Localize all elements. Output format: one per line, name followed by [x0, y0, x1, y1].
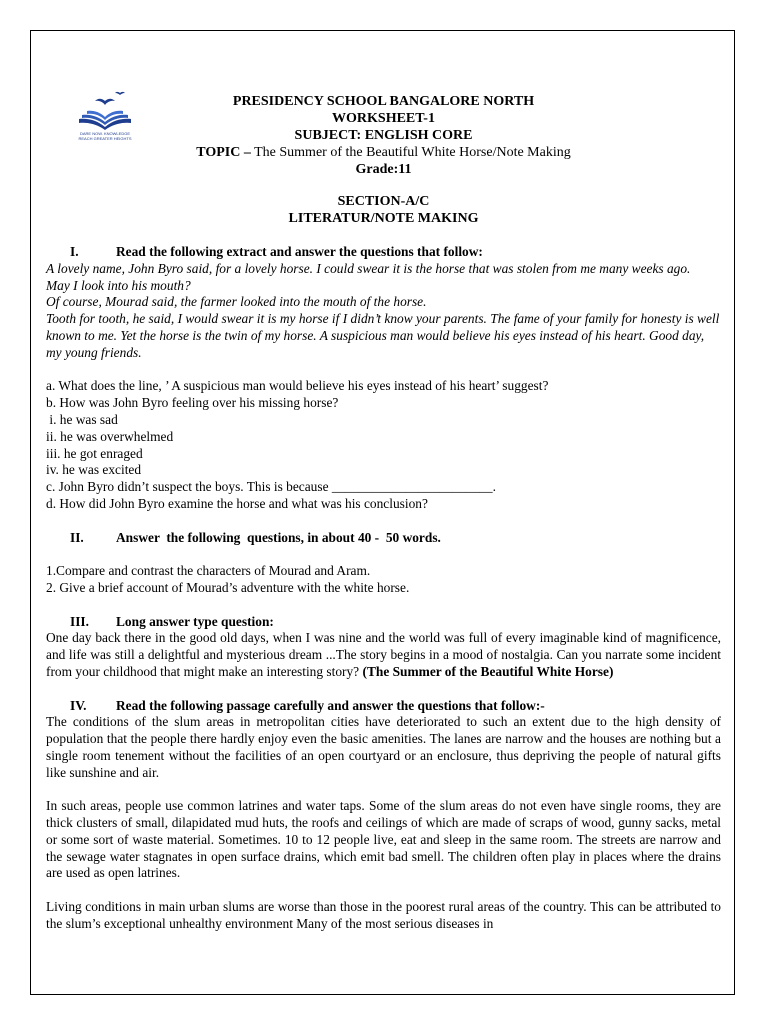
extract-line: Of course, Mourad said, the farmer looked into the mouth of the horse.: [46, 294, 427, 310]
worksheet-page: [30, 30, 735, 995]
question-2-item: 1.Compare and contrast the characters of Mourad and Aram.: [46, 563, 371, 579]
question-3-heading: [46, 614, 721, 631]
question-3-text: [46, 630, 721, 680]
worksheet-number: WORKSHEET-1: [332, 111, 435, 126]
option-item: i. he was sad: [46, 411, 118, 427]
topic-text: The Summer of the Beautiful White Horse/Note Making: [250, 145, 571, 160]
logo-caption-line-2: REACH GREATER HEIGHTS: [78, 136, 132, 141]
question-3-number: III.: [70, 613, 89, 629]
subject-line: SUBJECT: ENGLISH CORE: [294, 128, 473, 143]
passage-paragraph: Living conditions in main urban slums are worse than those in the poorest rural areas of the country. This can be attributed to the slum’s exceptional unhealthy environment Many of the most serious diseases in: [46, 899, 721, 931]
passage-paragraph: In such areas, people use common latrines and water taps. Some of the slum areas do not even have single rooms, they are thick clusters of small, dilapidated mud huts, the roofs and ceilings of which are made of scraps of wood, gunny sacks, metal or some sort of waste material. Sometimes. 10 to 12 people live, eat and sleep in the same room. The streets are narrow and the sewage water stagnates in open surface drains, which emit bad smell. The children often play in places where the drains are used as open latrines.: [46, 798, 721, 881]
question-3-instruction: Long answer type question:: [116, 613, 274, 629]
question-2-heading: [46, 530, 721, 547]
passage-paragraph: The conditions of the slum areas in metropolitan cities have deteriorated to such an extent due to the high density of population that the people there hardly enjoy even the basic amenities. The lanes are narrow and the houses are nothing but a single room tenement without the facilities of an open courtyard or an enclosure, thus depriving the people of natural gifts like sunshine and air.: [46, 714, 721, 780]
question-1-item: b. How was John Byro feeling over his missing horse?: [46, 395, 339, 411]
topic-line: [31, 144, 736, 161]
question-1-number: I.: [70, 244, 79, 259]
question-4-instruction: Read the following passage carefully and answer the questions that follow:-: [116, 697, 545, 713]
question-4-heading: [46, 698, 721, 715]
section-heading: [31, 193, 736, 227]
question-1-heading: [46, 244, 721, 261]
question-3-prompt: One day back there in the good old days, when I was nine and the world was full of every imaginable kind of magnificence, and life was still a delightful and mysterious dream ...The story begins in a mood of nostalgia. Can you narrate some incident from your childhood that might make an interesting story?: [46, 630, 721, 679]
grade-line: Grade:11: [355, 162, 412, 177]
question-2-number: II.: [70, 529, 84, 545]
option-item: iv. he was excited: [46, 462, 142, 478]
option-item: iii. he got enraged: [46, 445, 143, 461]
question-1-item: d. How did John Byro examine the horse and what was his conclusion?: [46, 495, 428, 511]
section-title: SECTION-A/C: [337, 194, 430, 209]
extract-line: A lovely name, John Byro said, for a lovely horse. I could swear it is the horse that was stolen from me many weeks ago.: [46, 260, 691, 276]
option-item: ii. he was overwhelmed: [46, 428, 174, 444]
question-4-number: IV.: [70, 697, 87, 713]
extract-line: Tooth for tooth, he said, I would swear it is my horse if I didn’t know your parents. The fame of your family for honesty is well known to me. Yet the horse is the twin of my horse. A suspicious man would believe his eyes instead of his heart. Good day, my young friends.: [46, 311, 720, 360]
question-1-instruction: Read the following extract and answer the questions that follow:: [116, 244, 483, 259]
topic-label: TOPIC –: [196, 145, 251, 160]
worksheet-header: [31, 93, 736, 178]
question-2-instruction: Answer the following questions, in about 40 - 50 words.: [116, 529, 441, 545]
question-2-item: 2. Give a brief account of Mourad’s adventure with the white horse.: [46, 579, 410, 595]
section-subtitle: LITERATUR/NOTE MAKING: [288, 211, 479, 226]
school-name: PRESIDENCY SCHOOL BANGALORE NORTH: [232, 94, 535, 109]
question-1-item: a. What does the line, ’ A suspicious man would believe his eyes instead of his heart’ suggest?: [46, 378, 549, 394]
question-3-source: (The Summer of the Beautiful White Horse): [362, 663, 614, 679]
extract-line: May I look into his mouth?: [46, 277, 191, 293]
logo-caption-line-1: DARE NOW. KNOWLEDGE: [79, 131, 130, 136]
question-1-item: c. John Byro didn’t suspect the boys. This is because ________________________.: [46, 479, 496, 495]
worksheet-body: [46, 244, 721, 933]
